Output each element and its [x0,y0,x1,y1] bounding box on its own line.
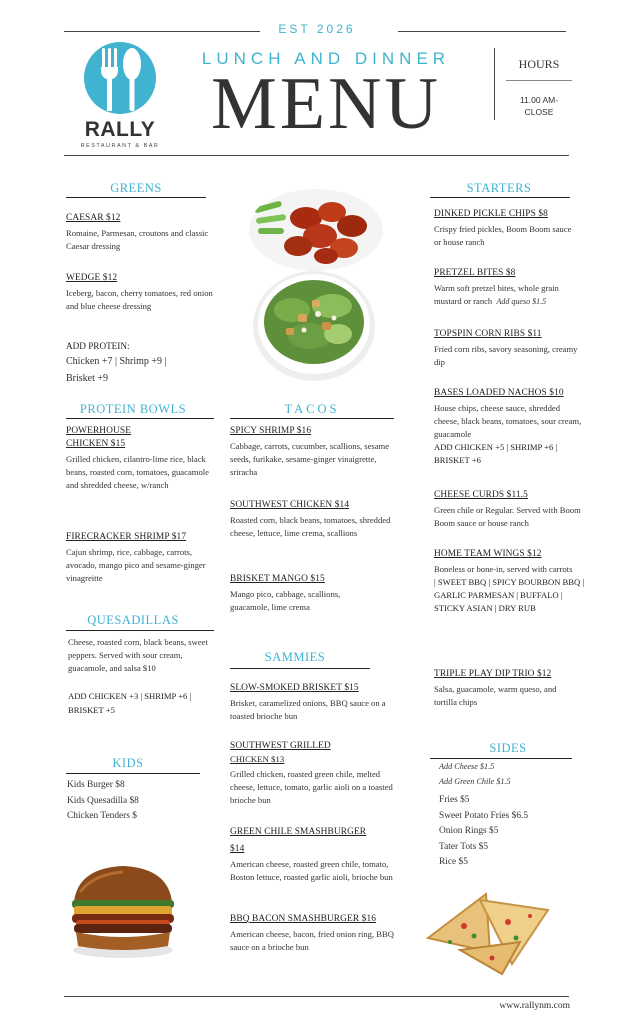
item-name: WEDGE $12 [66,273,118,283]
menu-item-pretzel-bites [434,267,586,308]
quesadilla-image [420,880,560,976]
item-desc: Crispy fried pickles, Boom Boom sauce or house ranch [434,224,572,247]
header-top-rule-left [64,31,260,32]
caesar-salad-image [252,270,376,382]
item-name-line-1: GREEN CHILE SMASHBURGER [230,827,367,837]
sides-item: Tater Tots $5 [439,841,489,852]
item-name: TOPSPIN CORN RIBS $11 [434,329,542,339]
item-name: CAESAR $12 [66,213,121,223]
item-flavors: | SWEET BBQ | SPICY BOURBON BBQ | GARLIC PARMESAN | BUFFALO | STICKY ASIAN | DRY RUB [434,577,585,613]
sides-note-green-chile: Add Green Chile $1.5 [439,777,511,786]
item-desc: Grilled chicken, cilantro-lime rice, black beans, roasted corn, tomatoes, guacamole and shredded cheese, w/ranch [66,454,209,490]
item-name: FIRECRACKER SHRIMP $17 [66,532,187,542]
item-desc: Iceberg, bacon, cherry tomatoes, red onion and blue cheese dressing [66,288,213,311]
menu-subtitle: LUNCH AND DINNER [201,49,451,68]
item-desc [434,282,586,308]
item-name: SPICY SHRIMP $16 [230,426,312,436]
item-addon-1: ADD CHICKEN +5 | SHRIMP +6 | [434,442,558,452]
menu-item-southwest-grilled-chicken [230,740,402,807]
sides-item: Rice $5 [439,857,468,867]
quesadillas-desc: Cheese, roasted corn, black beans, sweet peppers. Served with sour cream, guacamole, and salsa $10 [68,637,208,673]
sides-rule [430,758,572,759]
greens-title: GREENS [110,181,162,195]
hours-value-2: CLOSE [524,107,554,117]
item-note: Add queso $1.5 [496,297,547,306]
item-desc: Romaine, Parmesan, croutons and classic Caesar dressing [66,228,209,251]
item-name-line-1: SOUTHWEST GRILLED [230,741,331,751]
menu-item-slow-smoked-brisket [230,682,395,723]
starters-title: STARTERS [466,181,532,195]
item-desc: Roasted corn, black beans, tomatoes, shredded cheese, lettuce, lime crema, scallions [230,515,391,538]
menu-item-firecracker-shrimp [66,531,216,585]
item-name: CHEESE CURDS $11.5 [434,490,528,500]
menu-item-triple-play-dip-trio [434,668,580,709]
sammies-rule [230,668,370,669]
menu-item-powerhouse-chicken [66,425,216,492]
kids-item: Kids Quesadilla $8 [67,795,139,806]
protein-bowls-rule [66,418,214,419]
item-desc: Boneless or bone-in, served with carrots [434,564,573,574]
starters-rule [430,197,570,198]
chicken-wings-image [248,188,384,272]
footer-url[interactable]: www.rallynm.com [499,1001,570,1011]
item-desc-text: Warm soft pretzel bites, whole grain mustard or ranch [434,283,559,306]
item-name: BRISKET MANGO $15 [230,574,325,584]
menu-item-bases-loaded-nachos [434,387,584,467]
menu-item-dinked-pickle-chips [434,208,580,249]
item-name-line-2: CHICKEN $15 [66,439,126,449]
item-name: BBQ BACON SMASHBURGER $16 [230,914,377,924]
menu-item-brisket-mango [230,573,380,614]
quesadillas-addon-1: ADD CHICKEN +3 | SHRIMP +6 | [68,691,192,701]
item-desc: Cajun shrimp, rice, cabbage, carrots, avocado, mango pico and sesame-ginger vinagreitte [66,547,206,583]
menu-item-wedge [66,272,218,313]
header-divider [494,48,495,120]
brand-subtitle: RESTAURANT & BAR [80,143,160,149]
item-desc: Green chile or Regular. Served with Boom Boom sauce or house ranch [434,505,581,528]
item-desc: Grilled chicken, roasted green chile, melted cheese, lettuce, tomato, garlic aioli on a toasted brioche bun [230,769,393,805]
kids-rule [66,773,200,774]
item-name: DINKED PICKLE CHIPS $8 [434,209,548,219]
hours-value-1: 11.00 AM- [519,95,559,105]
item-name: SLOW-SMOKED BRISKET $15 [230,683,359,693]
rally-logo-icon [80,40,160,118]
greens-rule [66,197,206,198]
item-name: TRIPLE PLAY DIP TRIO $12 [434,669,552,679]
menu-title: MENU [211,63,441,145]
sides-item: Fries $5 [439,795,470,805]
header-top-rule-right [398,31,566,32]
menu-item-topspin-corn-ribs [434,328,580,369]
item-desc: American cheese, roasted green chile, tomato, Boston lettuce, roasted garlic aioli, brioche bun [230,859,393,882]
brand-name: RALLY [84,118,156,141]
quesadillas-title: QUESADILLAS [87,613,179,627]
quesadillas-rule [66,630,214,631]
hours-label: HOURS [518,57,560,71]
tacos-rule [230,418,394,419]
item-desc: American cheese, bacon, fried onion ring, BBQ sauce on a brioche bun [230,929,394,952]
sides-note-cheese: Add Cheese $1.5 [439,762,495,771]
kids-list [67,778,207,825]
item-desc: House chips, cheese sauce, shredded cheese, black beans, tomatoes, sour cream, guacamole [434,403,582,439]
add-protein-label: ADD PROTEIN: [66,341,130,351]
hours-rule [506,80,572,81]
kids-title: KIDS [112,756,144,770]
add-protein-options-1: Chicken +7 | Shrimp +9 | [66,356,167,367]
item-desc: Cabbage, carrots, cucumber, scallions, sesame seeds, furikake, sesame-ginger vinaigrette, sriracha [230,441,390,477]
footer-rule [64,996,569,997]
item-name-line-2: CHICKEN $13 [230,754,285,764]
menu-item-home-team-wings [434,548,586,615]
item-desc: Salsa, guacamole, warm queso, and tortilla chips [434,684,557,707]
menu-item-caesar [66,212,216,253]
est-label: EST 2026 [278,22,356,36]
item-name: SOUTHWEST CHICKEN $14 [230,500,350,510]
item-desc: Fried corn ribs, savory seasoning, creamy dip [434,344,578,367]
item-name-line-2: $14 [230,844,245,854]
item-name: PRETZEL BITES $8 [434,268,516,278]
sides-list [439,793,579,871]
burger-image [64,862,182,960]
sammies-title: SAMMIES [264,650,326,664]
header-bottom-rule [64,155,569,156]
menu-item-cheese-curds [434,489,584,530]
item-name: BASES LOADED NACHOS $10 [434,388,564,398]
tacos-title: TACOS [284,402,340,416]
item-name-line-1: POWERHOUSE [66,426,132,436]
sides-item: Onion Rings $5 [439,826,499,836]
menu-item-bbq-bacon-smashburger [230,913,402,954]
item-desc: Mango pico, cabbage, scallions, guacamole, lime crema [230,589,341,612]
add-protein-options-2: Brisket +9 [66,373,109,384]
quesadillas-addon-2: BRISKET +5 [68,705,115,715]
sides-title: SIDES [489,741,527,755]
item-desc: Brisket, caramelized onions, BBQ sauce on a toasted brioche bun [230,698,386,721]
kids-item: Chicken Tenders $ [67,811,137,821]
menu-item-spicy-shrimp [230,425,392,479]
protein-bowls-title: PROTEIN BOWLS [79,402,187,416]
kids-item: Kids Burger $8 [67,780,125,790]
item-name: HOME TEAM WINGS $12 [434,549,542,559]
menu-item-southwest-chicken-taco [230,499,392,540]
item-addon-2: BRISKET +6 [434,455,481,465]
menu-item-green-chile-smashburger [230,826,395,884]
sides-item: Sweet Potato Fries $6.5 [439,810,529,821]
